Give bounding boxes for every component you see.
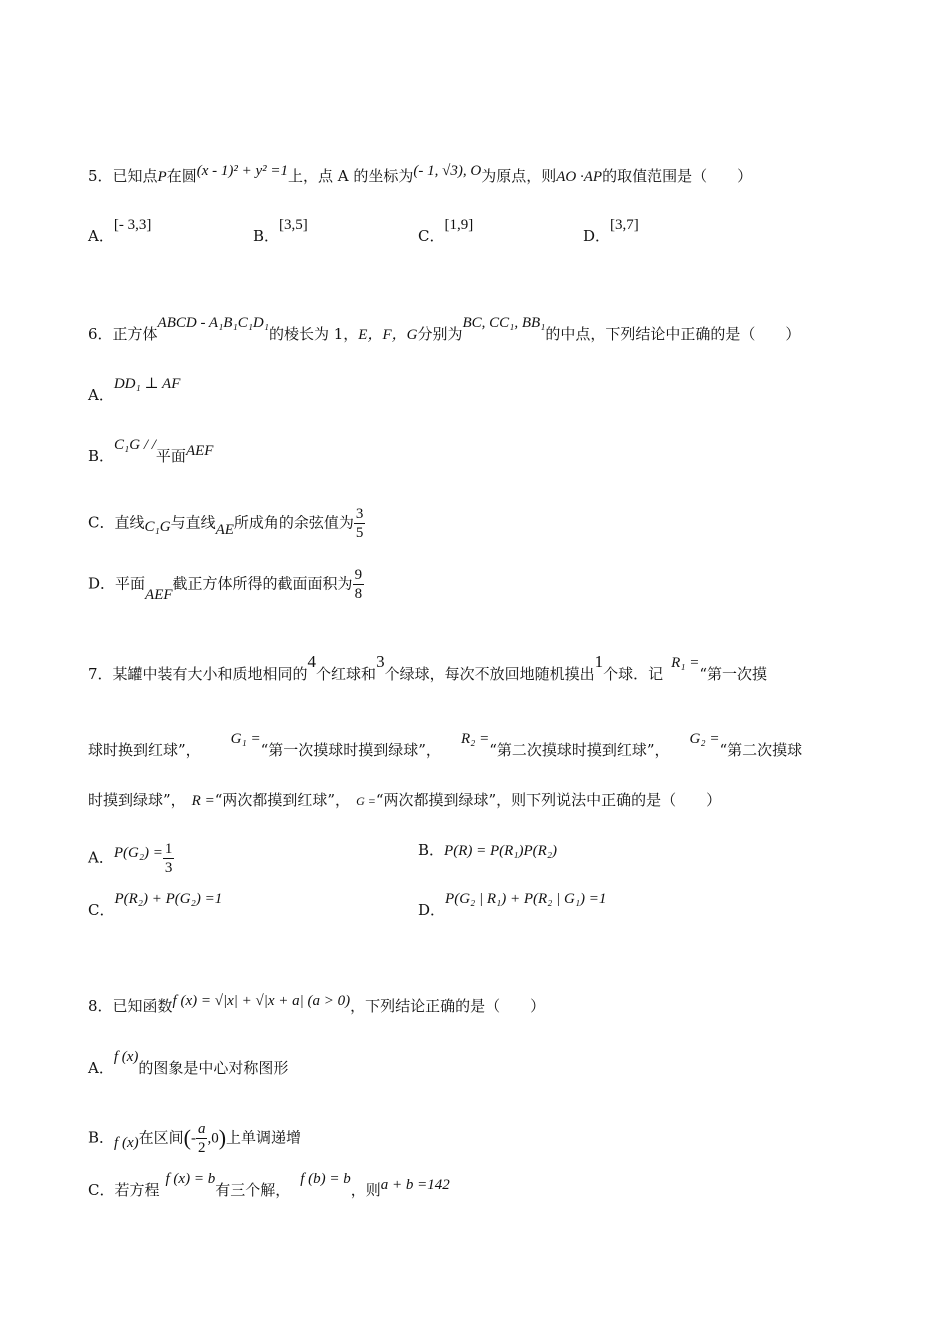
q7-option-c[interactable] [88,891,223,921]
q6-cube-name: ABCD - A₁B₁C₁D₁ [157,315,269,331]
option-label: A． [88,386,114,404]
q8-text: 8．已知函数 [88,997,173,1015]
option-math: a + b =142 [380,1177,450,1193]
q6-points: E，F，G [358,327,418,343]
interval-right: ,0 [207,1130,219,1147]
option-value: [1,9] [444,217,474,233]
q5-vector-expression: AO ·AP [556,169,603,185]
option-value: [3,5] [279,217,308,233]
option-text: 上单调递增 [226,1128,302,1147]
option-text: 在区间 [138,1128,184,1147]
option-text: 有三个解， [215,1181,291,1199]
option-math: AEF [185,443,214,459]
fraction-numerator: 9 [354,567,363,583]
option-math: f (b) = b [300,1171,351,1187]
fraction [196,1120,208,1157]
q7-draw-count: 1 [594,652,604,671]
q5-point-a: (- 1, √3), O [413,163,482,179]
option-math: P(R₂) + P(G₂) =1 [114,891,223,907]
fraction [353,566,365,603]
option-text: 平面 [155,447,186,465]
q6-option-a[interactable] [88,376,181,406]
q5-option-c[interactable] [418,217,474,247]
option-math: AE [215,521,234,538]
option-math: f (x) [113,1049,139,1065]
q7-event-r1: R₁ = [671,655,700,671]
q7-event-g: G = [356,794,376,808]
option-label: B． [88,447,115,465]
option-text: 若方程 [114,1181,160,1199]
option-math: C₁G [144,518,171,535]
option-text: 的图象是中心对称图形 [138,1059,289,1077]
q8-option-c[interactable] [88,1171,450,1201]
q8-text: ，下列结论正确的是（ ） [350,997,546,1015]
option-label: D． [418,901,446,919]
q7-text: “第二次摸球 [719,741,803,759]
q7-stem-line-3 [88,790,721,811]
q7-option-a[interactable] [88,840,174,877]
q7-text: 时摸到绿球”， [88,791,186,809]
option-math: AEF [145,586,173,603]
fraction-numerator: a [197,1121,206,1137]
q5-text: 上，点 A 的坐标为 [288,167,414,185]
q5-text: 的取值范围是（ ） [602,167,753,185]
option-value: [- 3,3] [113,217,152,233]
q7-option-b[interactable] [418,840,557,861]
option-math: f (x) = b [165,1171,216,1187]
q7-text: “第二次摸球时摸到红球”， [489,741,670,759]
interval-minus: - [190,1130,196,1147]
q7-text: “第一次摸 [699,665,768,683]
q8-option-a[interactable] [88,1049,289,1079]
fraction [163,840,175,877]
option-label: B． [253,227,280,245]
q7-event-g2: G₂ = [689,731,720,747]
q5-option-d[interactable] [583,217,639,247]
option-text: 平面 [115,574,146,593]
interval-open-paren: ( [183,1124,191,1150]
q5-option-a[interactable] [88,217,152,247]
fraction-numerator: 3 [355,506,364,522]
q7-text: 个绿球，每次不放回地随机摸出 [384,665,595,683]
q7-text: 7．某罐中装有大小和质地相同的 [88,665,308,683]
fraction-denominator: 8 [354,586,363,602]
option-label: B． [88,1128,115,1147]
option-label: C． [88,1181,115,1199]
q6-stem [88,315,801,345]
fraction [354,505,366,542]
q7-stem-line-2 [88,731,803,761]
q5-text: 在圆 [166,167,197,185]
q7-stem-line-1 [88,652,768,685]
fraction-denominator: 5 [355,525,364,541]
q8-option-b[interactable] [88,1120,301,1157]
q6-option-d[interactable] [88,566,364,603]
option-text: 直线 [114,513,145,532]
option-math: DD₁ ⊥ AF [113,376,181,392]
q5-text: 5．已知点 [88,167,158,185]
q6-option-c[interactable] [88,505,365,542]
option-label: D． [88,574,116,593]
q6-text: 的棱长为 1， [268,325,359,343]
option-text: 所成角的余弦值为 [233,513,354,532]
q6-text: 的中点，下列结论中正确的是（ ） [545,325,801,343]
q7-text: 个球．记 [603,665,664,683]
q5-circle-equation: (x - 1)² + y² =1 [196,163,289,179]
q7-option-d[interactable] [418,891,607,921]
q7-text: “两次都摸到红球”， [214,791,351,809]
q5-option-b[interactable] [253,217,308,247]
q7-event-r2: R₂ = [460,731,490,747]
option-label: A． [88,227,114,245]
option-label: D． [583,227,611,245]
option-math: P(R) = P(R₁)P(R₂) [444,843,558,859]
q7-event-g1: G₁ = [230,731,261,747]
q5-var-p: P [157,169,167,185]
q6-option-b[interactable] [88,437,214,467]
option-value: [3,7] [610,217,639,233]
option-math: f (x) [114,1134,139,1151]
option-text: ，则 [350,1181,381,1199]
q5-stem [88,163,753,187]
q8-stem [88,993,546,1017]
option-math: P(G₂ | R₁) + P(R₂ | G₁) =1 [445,891,607,907]
q7-text: 个红球和 [316,665,377,683]
option-label: A． [88,848,114,867]
option-math: P(G₂) = [113,844,163,861]
option-label: C． [88,901,115,919]
option-text: 与直线 [170,513,216,532]
fraction-denominator: 3 [164,860,173,876]
option-math: C₁G / / [114,437,156,453]
q7-event-r: R = [191,793,215,809]
fraction-numerator: 1 [164,841,173,857]
q7-text: “第一次摸球时摸到绿球”， [260,741,441,759]
q6-text: 分别为 [417,325,463,343]
option-label: B． [418,841,445,859]
q7-green-count: 3 [376,652,385,671]
q7-text: 球时换到红球”， [88,741,201,759]
q6-edges: BC, CC₁, BB₁ [462,315,546,331]
q7-text: “两次都摸到绿球”，则下列说法中正确的是（ ） [375,791,722,809]
q6-text: 6．正方体 [88,325,158,343]
option-label: A． [88,1059,114,1077]
option-text: 截正方体所得的截面面积为 [172,574,353,593]
interval-close-paren: ) [218,1124,227,1150]
fraction-denominator: 2 [197,1140,206,1156]
option-label: C． [88,513,115,532]
q8-function: f (x) = √|x| + √|x + a| (a > 0) [172,993,351,1009]
q7-red-count: 4 [307,652,317,671]
option-label: C． [418,227,445,245]
q5-text: 为原点，则 [481,167,557,185]
